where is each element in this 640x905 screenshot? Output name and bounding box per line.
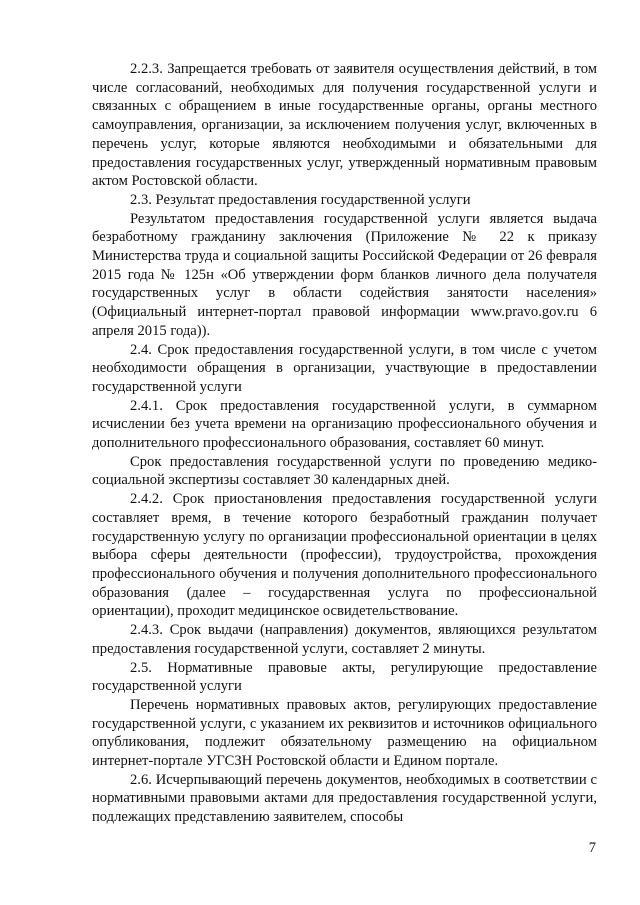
paragraph-2-4-2: 2.4.2. Срок приостановления предоставления государственной услуги составляет время, в течение которого безработный гражданин получает государственную услугу по организации профессиональной ориентации в целях выбора сферы деятельности (профессии), трудоустройства, прохождения профессионального обучения и получения дополнительного профессионального образования (далее – государственная услуга по профессиональной ориентации), проходит медицинское освидетельствование. bbox=[92, 491, 597, 620]
page-number: 7 bbox=[588, 840, 596, 856]
paragraph-medical-expertise-term: Срок предоставления государственной услуги по проведению медико-социальной экспертизы составляет 30 календарных дней. bbox=[92, 453, 597, 489]
paragraph-normative-acts-list: Перечень нормативных правовых актов, регулирующих предоставление государственной услуги, с указанием их реквизитов и источников официального опубликования, подлежит обязательному размещению на официальном интернет-портале УГСЗН Ростовской области и Едином портале. bbox=[92, 696, 597, 770]
paragraph-2-2-3: 2.2.3. Запрещается требовать от заявителя осуществления действий, в том числе согласований, необходимых для получения государственной услуги и связанных с обращением в иные государственные органы, органы местного самоуправления, организации, за исключением получения услуг, включенных в перечень услуг, которые являются необходимыми и обязательными для предоставления государственных услуг, утвержденный нормативным правовым актом Ростовской области. bbox=[92, 61, 597, 190]
paragraph-2-6-documents: 2.6. Исчерпывающий перечень документов, необходимых в соответствии с нормативными правовыми актами для предоставления государственной услуги, подлежащих представлению заявителем, способы bbox=[92, 771, 597, 826]
heading-2-4-term: 2.4. Срок предоставления государственной услуги, в том числе с учетом необходимости обращения в организации, участвующие в предоставлении государственной услуги bbox=[92, 341, 597, 395]
document-body bbox=[92, 60, 597, 827]
heading-2-3-result: 2.3. Результат предоставления государственной услуги bbox=[130, 191, 471, 208]
paragraph-2-4-3: 2.4.3. Срок выдачи (направления) документов, являющихся результатом предоставления государственной услуги, составляет 2 минуты. bbox=[92, 622, 597, 657]
paragraph-result-description: Результатом предоставления государственной услуги является выдача безработному гражданину заключения (Приложение № 22 к приказу Министерства труда и социальной защиты Российской Федерации от 26 февраля 2015 года № 125н «Об утверждении форм бланков личного дела получателя государственных услуг в области содействия занятости населения» (Официальный интернет-портал правовой информации www.pravo.gov.ru 6 апреля 2015 года)). bbox=[92, 210, 597, 339]
heading-2-5-normative-acts: 2.5. Нормативные правовые акты, регулирующие предоставление государственной услуги bbox=[92, 659, 597, 695]
paragraph-2-4-1: 2.4.1. Срок предоставления государственной услуги, в суммарном исчислении без учета времени на организацию профессионального обучения и дополнительного профессионального образования, составляет 60 минут. bbox=[92, 397, 597, 452]
